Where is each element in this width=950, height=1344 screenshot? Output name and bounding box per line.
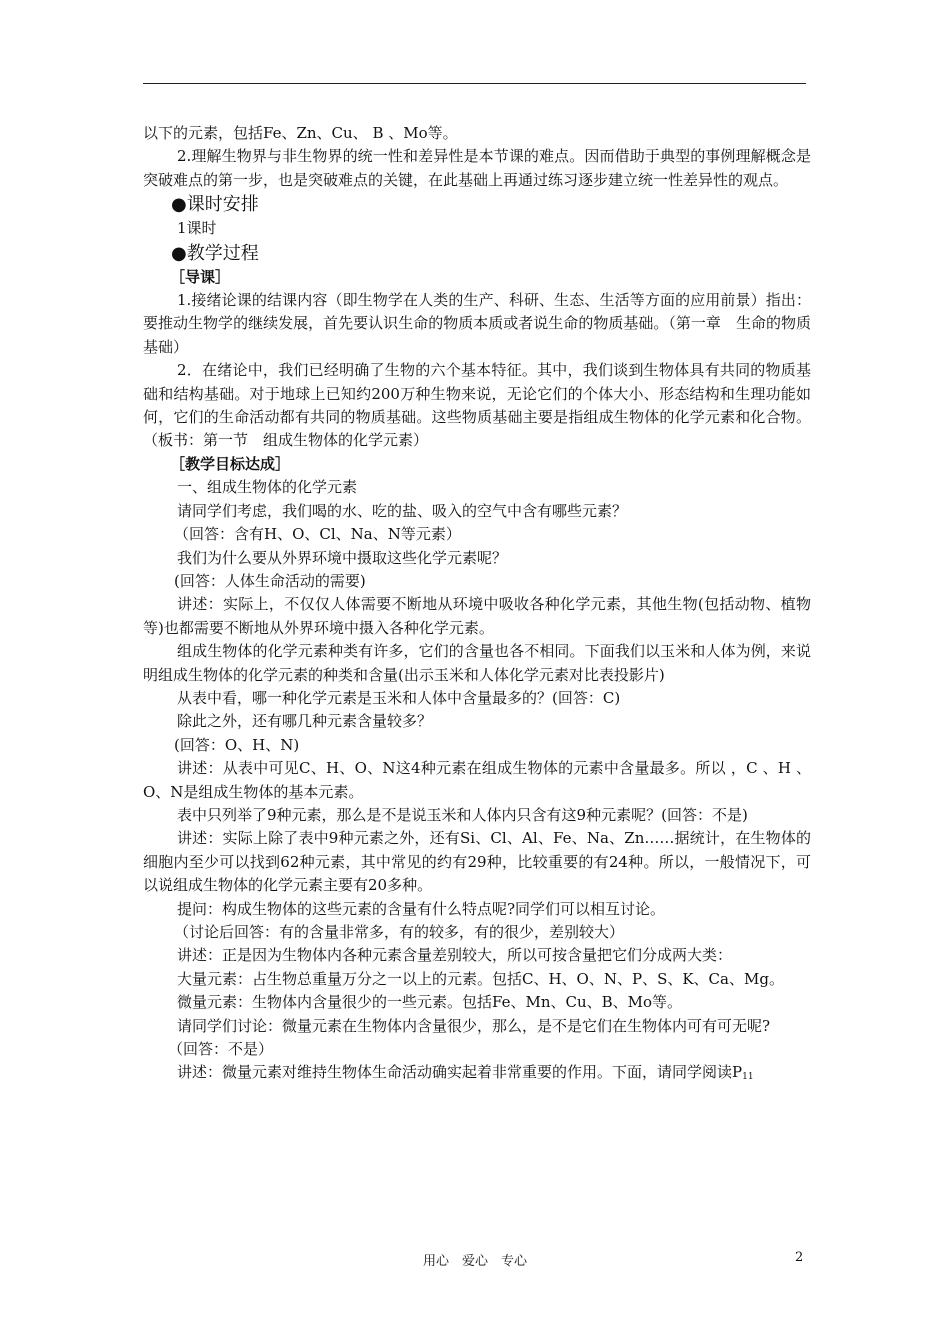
paragraph: 讲述：正是因为生物体内各种元素含量差别较大，所以可按含量把它们分成两大类： xyxy=(177,946,733,965)
paragraph: 大量元素：占生物总重量万分之一以上的元素。包括C、H、O、N、P、S、K、Ca、Mg。 xyxy=(177,969,784,988)
paragraph: 讲述：实际上，不仅仅人体需要不断地从环境中吸收各种化学元素，其他生物(包括动物、植物等)也都需要不断地从外界环境中摄入各种化学元素。 xyxy=(143,595,811,637)
paragraph: 组成生物体的化学元素种类有许多，它们的含量也各不相同。下面我们以玉米和人体为例，来说明组成生物体的化学元素的种类和含量(出示玉米和人体化学元素对比表投影片) xyxy=(143,642,811,684)
page-number: 2 xyxy=(795,1250,804,1265)
paragraph: 除此之外，还有哪几种元素含量较多？ xyxy=(177,712,433,731)
subsection-heading: ［教学目标达成］ xyxy=(170,454,291,473)
paragraph: 以下的元素，包括Fe、Zn、Cu、 B 、Mo等。 xyxy=(143,124,458,142)
paragraph: 我们为什么要从外界环境中摄取这些化学元素呢？ xyxy=(177,548,508,567)
footer-motto: 用心 爱心 专心 xyxy=(422,1254,527,1269)
paragraph: （讨论后回答：有的含量非常多，有的较多，有的很少，差别较大） xyxy=(174,923,625,941)
paragraph: 请同学们考虑，我们喝的水、吃的盐、吸入的空气中含有哪些元素？ xyxy=(177,501,628,520)
paragraph: （回答：不是） xyxy=(168,1040,274,1059)
document-body xyxy=(143,122,811,1090)
paragraph: 2．在绪论中，我们已经明确了生物的六个基本特征。其中，我们谈到生物体具有共同的物质基础和结构基础。对于地球上已知约200万种生物来说，无论它们的个体大小、形态结构和生理功能如何，它们的生命活动都有共同的物质基础。这些物质基础主要是指组成生物体的化学元素和化合物。（板书：第一节 组成生物体的化学元素） xyxy=(143,361,811,450)
paragraph xyxy=(143,1061,811,1089)
section-heading: ●课时安排 xyxy=(171,194,259,216)
paragraph: 提问：构成生物体的这些元素的含量有什么特点呢?同学们可以相互讨论。 xyxy=(177,899,666,918)
paragraph-text: 讲述：微量元素对维持生物体生命活动确实起着非常重要的作用。下面，请同学阅读P xyxy=(177,1063,743,1082)
paragraph: 1.接绪论课的结课内容（即生物学在人类的生产、科研、生态、生活等方面的应用前景）指出：要推动生物学的继续发展，首先要认识生命的物质本质或者说生命的物质基础。（第一章 生命的物质基础） xyxy=(143,291,811,356)
subsection-heading: ［导课］ xyxy=(170,267,231,286)
paragraph: 请同学们讨论：微量元素在生物体内含量很少，那么，是不是它们在生物体内可有可无呢? xyxy=(177,1016,771,1035)
paragraph: 2.理解生物界与非生物界的统一性和差异性是本节课的难点。因而借助于典型的事例理解概念是突破难点的第一步，也是突破难点的关键，在此基础上再通过练习逐步建立统一性差异性的观点。 xyxy=(143,147,811,189)
paragraph: （回答：含有H、O、Cl、Na、N等元素） xyxy=(174,525,461,544)
paragraph: 从表中看，哪一种化学元素是玉米和人体中含量最多的？(回答：C) xyxy=(177,688,621,707)
header-rule xyxy=(143,83,806,84)
paragraph: 微量元素：生物体内含量很少的一些元素。包括Fe、Mn、Cu、B、Mo等。 xyxy=(177,993,683,1012)
section-heading: ●教学过程 xyxy=(171,242,259,264)
paragraph: (回答：人体生命活动的需要) xyxy=(174,571,366,590)
paragraph: (回答：O、H、N) xyxy=(174,735,300,754)
paragraph: 讲述：实际上除了表中9种元素之外，还有Si、Cl、Al、Fe、Na、Zn……据统计，在生物体的细胞内至少可以找到62种元素，其中常见的约有29种，比较重要的有24种。所以，一般情况下，可以说组成生物体的化学元素主要有20多种。 xyxy=(143,829,811,895)
paragraph: 1课时 xyxy=(177,219,217,238)
paragraph: 表中只列举了9种元素，那么是不是说玉米和人体内只含有这9种元素呢？(回答：不是) xyxy=(177,805,748,824)
page-subscript: 11 xyxy=(742,1072,754,1083)
paragraph: 讲述：从表中可见C、H、O、N这4种元素在组成生物体的元素中含量最多。所以 ，C 、H 、O、N是组成生物体的基本元素。 xyxy=(143,759,811,801)
paragraph: 一、组成生物体的化学元素 xyxy=(177,478,358,497)
